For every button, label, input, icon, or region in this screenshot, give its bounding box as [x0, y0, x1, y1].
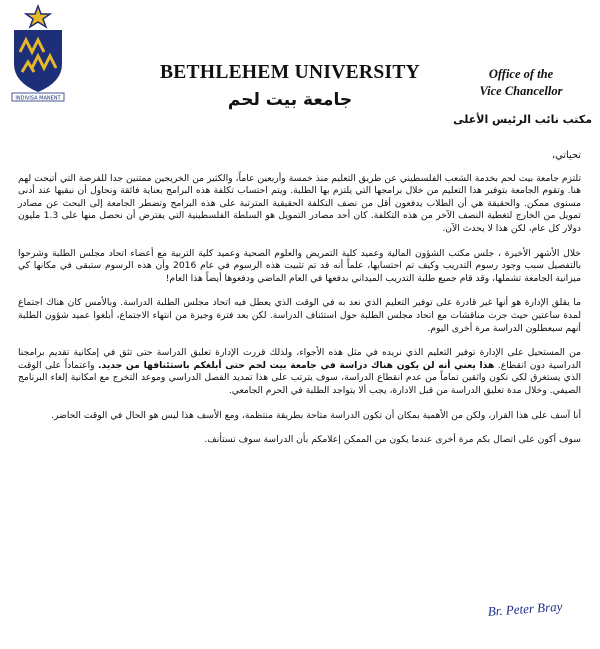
office-title-line1: Office of the — [488, 67, 554, 81]
university-name-en: BETHLEHEM UNIVERSITY — [159, 62, 421, 83]
letter-body — [18, 150, 581, 459]
letter-paragraph-5: أنا آسف على هذا القرار، ولكن من الأهمية بمكان أن تكون الدراسة متاحة بطريقة منتظمة، ومع الأسف هذا ليس هو الحال في الوقت الحاضر. — [51, 409, 581, 421]
office-title-line2: Vice Chancellor — [479, 84, 563, 98]
letter-paragraph-1: تلتزم جامعة بيت لحم بخدمة الشعب الفلسطيني عن طريق التعليم منذ خمسة وأربعين عاماً، والكثير من الخريجين ممتنين جدا للفرصة التي أتيحت لهم هنا. وتقوم الجامعة بتوفير هذا التعليم من خلال برامجها التي يلتزم بها الطلبة. ويتم احتساب تكلفة هذه البرامج بعناية فائقة ونحاول أن نبقيها عند أدنى مستوى ممكن. والحقيقة هي أن الطلاب يدفعون أقل من نصف التكلفة الحقيقية المترتبة على هذه البرامج وتضطر الجامعة إلى البحث عن مصادر تمويل من الخارج لتغطية النصف الآخر من هذه التكلفة. كان أحد مصادر التمويل هو السلطة الفلسطينية التي يفترض أن نحصل منها على 1.3 مليون دولار كل عام، لكن هذا لا يحدث الآن. — [18, 172, 581, 234]
letter-paragraph-4-part-b: واعتماداً على الوقت الذي يستغرق لكي نكون واثقين تماماً من عدم انقطاع الدراسة، سوف يترتب على هذا تمديد الفصل الدراسي وموعد التخرج مع امكانية إلغاء البرنامج الصيفي. وخلال مدة تعليق الدراسة من قبل الادارة، يجب ألا يتواجد الطلبة في الحرم الجامعي. — [18, 359, 581, 396]
university-name-ar: جامعة بيت لحم — [227, 90, 353, 110]
letter-greeting: تحياتي، — [551, 150, 581, 161]
signature: Br. Peter Bray — [487, 598, 563, 619]
letter-paragraph-4-bold: هذا يعني أنه لن يكون هناك دراسة في جامعة بيت لحم حتى أبلغكم باستئنافها من جديد. — [98, 359, 495, 371]
office-title-ar: مكتب نائب الرئيس الأعلى — [453, 113, 592, 126]
office-title-en — [456, 66, 586, 100]
crest-motto: INDIVISA MANENT — [15, 95, 61, 102]
letter-paragraph-6: سوف أكون على اتصال بكم مرة أخرى عندما يكون من الممكن إعلامكم بأن الدراسة سوف تستأنف. — [204, 434, 581, 446]
letter-paragraph-2: خلال الأشهر الأخيرة ، جلس مكتب الشؤون المالية وعميد كلية التمريض والعلوم الصحية وعميد كلية التربية مع أعضاء اتحاد مجلس الطلبة وشرحوا بالتفصيل سبب وجود رسوم التدريب وكيف تم احتسابها، علماً أنه قد تم تثبيت هذه الرسوم في عام 2016 وأن هذه الرسوم ستبقى في مكانها كي ميزانية الجامعة تشملها، وقد قام جميع طلبة التدريب الميداني بدفعها في العام الماضي ودفعوها أيضاً هذا العام! — [18, 247, 581, 284]
letter-paragraph-4 — [18, 347, 581, 397]
letter-paragraph-4-part-a: من المستحيل على الإدارة توفير التعليم الذي نريده في مثل هذه الأجواء، ولذلك قررت الإدارة تعليق الدراسة حتى تثق في إمكانية تقديم برامجنا الدراسية دون انقطاع. — [18, 347, 581, 371]
university-crest — [8, 2, 68, 102]
crest-emblem-icon — [8, 2, 68, 102]
letter-paragraph-3: ما يقلق الإدارة هو أنها غير قادرة على توفير التعليم الذي نعد به في الوقت الذي يعطل فيه اتحاد مجلس الطلبة الدراسة. وبالأمس كان هناك اجتماع لمدة ساعتين حيث جرت مناقشات مع اتحاد مجلس الطلبة حول استئناف الدراسة. لكن بعد فترة وجيزة من انتهاء الاجتماع، أبلغوا عميد شؤون الطلبة أنهم سيعطلون الدراسة مرة أخرى اليوم. — [18, 297, 581, 334]
